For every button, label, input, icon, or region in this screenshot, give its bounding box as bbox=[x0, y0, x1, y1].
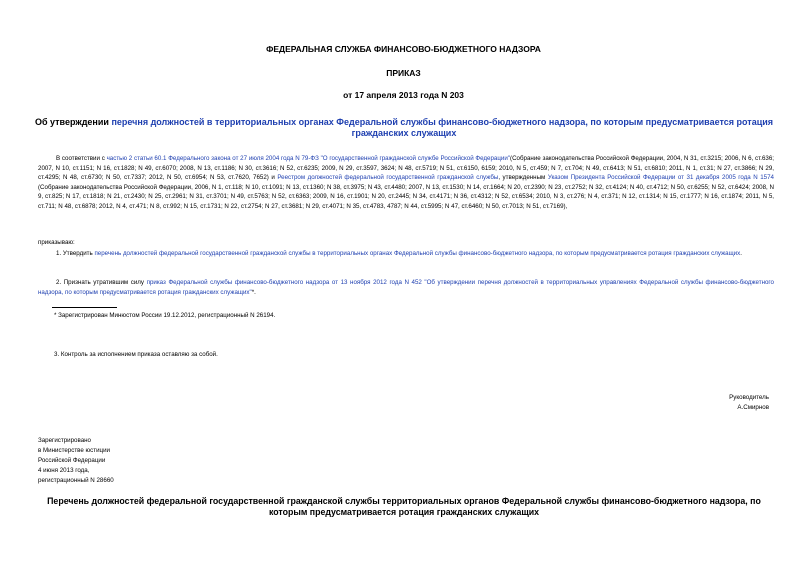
registration-line-2: в Министерстве юстиции bbox=[38, 447, 111, 454]
preamble-paragraph bbox=[38, 154, 774, 211]
repealed-order-link[interactable]: приказ Федеральной службы финансово-бюджетного надзора от 13 ноября 2012 года N 452 "Об утверждении перечня должностей в территориальных управлениях Федеральной службы финансово-бюджетного надзора, по которым предусматривается ротация гражданских служащих" bbox=[38, 279, 774, 296]
preamble-text-4: (Собрание законодательства Российской Федерации, 2006, N 1, ст.118; N 10, ст.1091; N 13, ст.1360; N 38, ст.3975; N 43, ст.4480; 2007, N 13, ст.1530; N 14, ст.1664; N 20, ст.2390; N 23, ст.2752; N 32, ст.4124; N 40, ст.4712; N 50, ст.6255; N 52, ст.6424; 2008, N 9, ст.825; N 17, ст.1818; N 21, ст.2430; N 25, ст.2961; N 31, ст.3701; N 49, ст.5763; N 52, ст.6363; 2009, N 16, ст.1901; N 20, ст.2445; N 34, ст.4171; N 36, ст.4312; N 52, ст.6534; 2010, N 3, ст.276; N 4, ст.371; N 12, ст.1314; N 15, ст.1777; N 16, ст.1874; 2011, N 5, ст.711; N 48, ст.6878; 2012, N 4, ст.471; N 8, ст.992; N 15, ст.1731; N 22, ст.2754; N 27, ст.3681; N 29, ст.4071; N 35, ст.4783, 4787; N 44, ст.5995; N 47, ст.6460; N 50, ст.7013; N 51, ст.7169), bbox=[38, 183, 774, 210]
document-type: ПРИКАЗ bbox=[386, 68, 421, 78]
preamble-text-1: В соответствии с bbox=[56, 155, 107, 162]
item-2-end: *. bbox=[251, 288, 256, 296]
item-1-text: 1. Утвердить bbox=[56, 250, 95, 257]
title-link[interactable]: перечня должностей в территориальных органах Федеральной службы финансово-бюджетного надзора, по которым предусматривается ротация гражданских служащих bbox=[111, 117, 774, 138]
item-1-end: . bbox=[740, 250, 742, 257]
registration-line-1: Зарегистрировано bbox=[38, 437, 91, 444]
list-title: Перечень должностей федеральной государственной гражданской службы территориальных органов Федеральной службы финансово-бюджетного надзора, по которым предусматривается ротация гражданских служащих bbox=[47, 496, 761, 517]
preamble-text-2: (Собрание законодательства Российской Федерации, 2004, N 31, ст.3215; 2006, N 6, ст.636; 2007, N 10, ст.1151; N 16, ст.1828; N 49, ст.6070; 2008, N 13, ст.1186; N 30, ст.3616; N 52, ст.6235; 2009, N 29, ст.3597, 3624; N 48, ст.5719; N 51, ст.6150, 6159; 2010, N 5, ст.459; N 7, ст.704; N 49, ст.6413; N 51, ст.6810; 2011, N 1, ст.31; N 27, ст.3866; N 29, ст.4295; N 48, ст.6730; N 50, ст.7337; 2012, N 50, ст.6954; N 53, ст.7620, 7652) и bbox=[38, 155, 775, 181]
registration-line-3: Российской Федерации bbox=[38, 457, 106, 464]
document-title bbox=[34, 117, 774, 139]
registration-line-4: 4 июня 2013 года, bbox=[38, 467, 90, 474]
footnote: * Зарегистрирован Минюстом России 19.12.2012, регистрационный N 26194. bbox=[54, 312, 276, 319]
registration-line-5: регистрационный N 28660 bbox=[38, 477, 114, 484]
presidential-decree-link[interactable]: Указом Президента Российской Федерации от 31 декабря 2005 года N 1574 bbox=[547, 174, 774, 181]
signature-role: Руководитель bbox=[729, 394, 769, 401]
footnote-divider bbox=[52, 307, 117, 308]
federal-law-link[interactable]: частью 2 статьи 60.1 Федерального закона от 27 июля 2004 года N 79-ФЗ "О государственной гражданской службе Российской Федерации" bbox=[106, 155, 511, 162]
signature-name: А.Смирнов bbox=[737, 404, 769, 411]
registration-block bbox=[38, 436, 114, 486]
document-date-number: от 17 апреля 2013 года N 203 bbox=[343, 90, 464, 100]
title-prefix: Об утверждении bbox=[34, 117, 112, 127]
item-3: 3. Контроль за исполнением приказа оставляю за собой. bbox=[54, 351, 218, 358]
item-2-text: 2. Признать утратившим силу bbox=[56, 279, 147, 286]
item-1-paragraph bbox=[38, 249, 774, 259]
signature-block bbox=[729, 393, 769, 413]
agency-heading: ФЕДЕРАЛЬНАЯ СЛУЖБА ФИНАНСОВО-БЮДЖЕТНОГО НАДЗОРА bbox=[266, 44, 541, 54]
registry-link[interactable]: Реестром должностей федеральной государственной гражданской службы bbox=[277, 174, 499, 181]
orders-word: приказываю: bbox=[38, 239, 75, 246]
position-list-link[interactable]: перечень должностей федеральной государственной гражданской службы в территориальных органах Федеральной службы финансово-бюджетного надзора, по которым предусматривается ротация гражданских служащих bbox=[94, 250, 741, 257]
item-2-paragraph bbox=[38, 278, 774, 297]
preamble-text-3: , утвержденным bbox=[498, 174, 548, 181]
